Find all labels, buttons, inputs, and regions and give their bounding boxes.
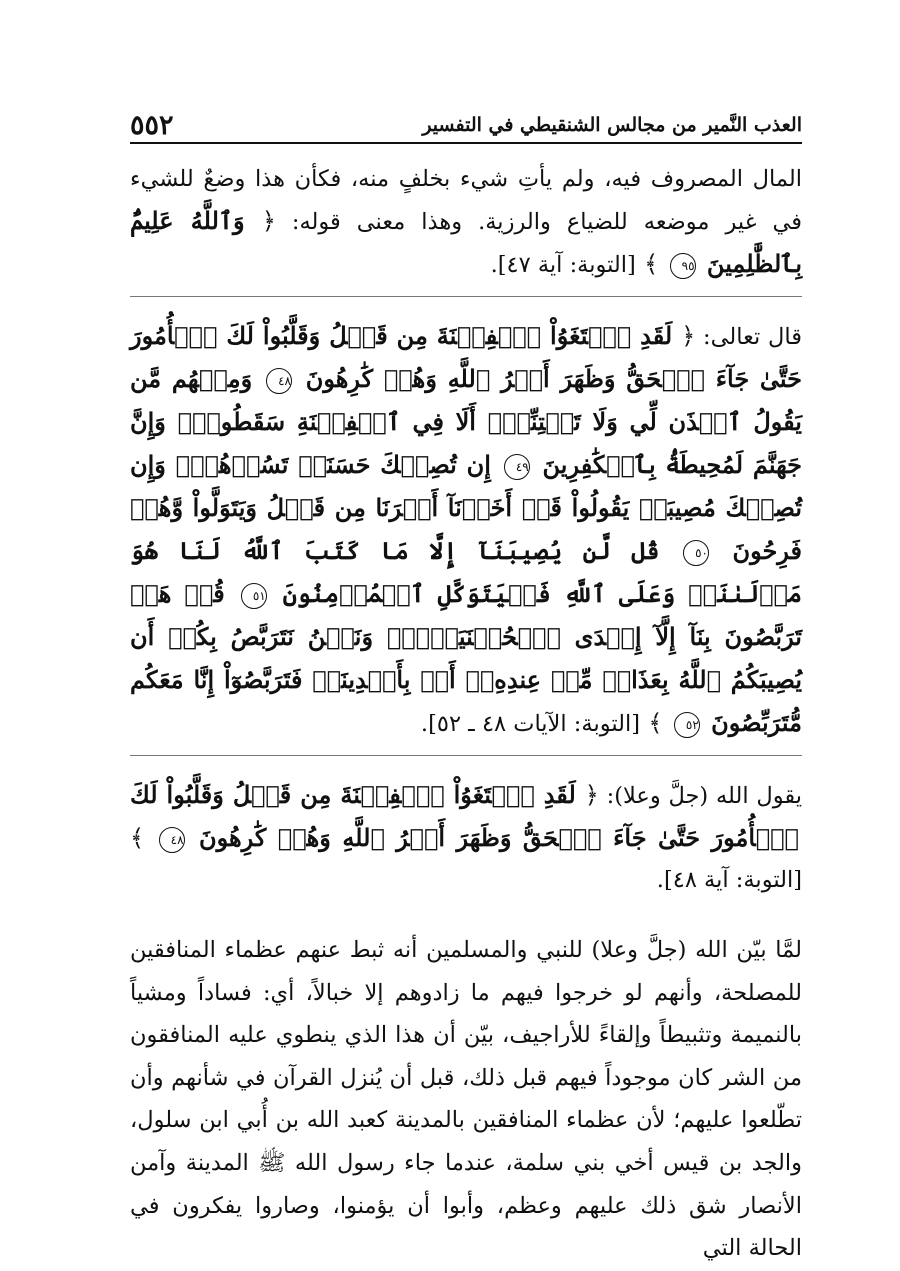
- ayah-number-badge: ٩٥: [670, 253, 696, 279]
- section-divider: [130, 296, 802, 297]
- page-number: ٥٥٢: [130, 110, 174, 141]
- quran-close-ornament: ﴾: [648, 709, 663, 737]
- ayah-number-badge: ٤٨: [266, 368, 292, 394]
- source-reference: [التوبة: الآيات ٤٨ ـ ٥٢].: [420, 711, 640, 737]
- paragraph-2: [130, 315, 802, 745]
- quran-open-ornament: ﴿: [261, 207, 276, 235]
- ayah-number-badge: ٥٠: [683, 540, 709, 566]
- paragraph-text: المال المصروف فيه، ولم يأتِ شيء بخلفٍ منه، فكأن هذا وضعٌ للشيء في غير موضعه للضياع والرزية. وهذا معنى قوله:: [130, 166, 802, 235]
- section-divider: [130, 755, 802, 756]
- ayah-number-badge: ٥٢: [674, 712, 700, 738]
- source-reference: [التوبة: آية ٤٧].: [490, 252, 636, 278]
- quran-close-ornament: ﴾: [644, 250, 659, 278]
- quran-close-ornament: ﴾: [130, 824, 145, 852]
- paragraph-1: [130, 159, 802, 286]
- paragraph-intro: قال تعالى:: [695, 324, 802, 350]
- quran-verse-49: وَمِنۡهُم مَّن يَقُولُ ٱئۡذَن لِّي وَلَا تَفۡتِنِّيٓۚ أَلَا فِي ٱلۡفِتۡنَةِ سَقَطُواْۗ وَإِنَّ جَهَنَّمَ لَمُحِيطَةُۢ بِٱلۡكَٰفِرِينَ: [130, 364, 802, 479]
- quran-open-ornament: ﴿: [584, 781, 599, 809]
- ayah-number-badge: ٥١: [241, 583, 267, 609]
- quran-quote: [130, 321, 802, 737]
- ayah-number-badge: ٤٩: [504, 454, 530, 480]
- source-reference: [التوبة: آية ٤٨].: [656, 867, 802, 893]
- quran-verse-50: إِن تُصِبۡكَ حَسَنَةٞ تَسُؤۡهُمۡۖ وَإِن تُصِبۡكَ مُصِيبَةٞ يَقُولُواْ قَدۡ أَخَذۡنَآ أَمۡرَنَا مِن قَبۡلُ وَيَتَوَلَّواْ وَّهُمۡ فَرِحُونَ: [130, 450, 803, 565]
- paragraph-intro: يقول الله (جلَّ وعلا):: [598, 783, 802, 809]
- quran-verse-48: لَقَدِ ٱبۡتَغَوُاْ ٱلۡفِتۡنَةَ مِن قَبۡلُ وَقَلَّبُواْ لَكَ ٱلۡأُمُورَ حَتَّىٰ جَآءَ ٱلۡحَقُّ وَظَهَرَ أَمۡرُ ٱللَّهِ وَهُمۡ كَٰرِهُونَ: [130, 321, 803, 393]
- paragraph-3: [130, 774, 802, 901]
- paragraph-4: لمَّا بيّن الله (جلَّ وعلا) للنبي والمسلمين أنه ثبط عنهم عظماء المنافقين للمصلحة، وأنهم لو خرجوا فيهم ما زادوهم إلا خبالاً، أي: فساداً ومشياً بالنميمة وتثبيطاً وإلقاءً للأراجيف، بيّن أن هذا الذي ينطوي عليه المنافقون من الشر كان موجوداً فيهم قبل ذلك، قبل أن يُنزل القرآن في شأنهم وأن تطّلعوا عليهم؛ لأن عظماء المنافقين بالمدينة كعبد الله بن أُبي ابن سلول، والجد بن قيس أخي بني سلمة، عندما جاء رسول الله ﷺ المدينة وآمن الأنصار شق ذلك عليهم وعظم، وأبوا أن يؤمنوا، وصاروا يفكرون في الحالة التي: [130, 937, 802, 1262]
- quran-open-ornament: ﴿: [681, 322, 696, 350]
- quran-text: لَقَدِ ٱبۡتَغَوُاْ ٱلۡفِتۡنَةَ مِن قَبۡلُ وَقَلَّبُواْ لَكَ ٱلۡأُمُورَ حَتَّىٰ جَآءَ ٱلۡحَقُّ وَظَهَرَ أَمۡرُ ٱللَّهِ وَهُمۡ كَٰرِهُونَ: [130, 780, 799, 852]
- book-page: [130, 100, 802, 1270]
- running-title: العذب النَّمير من مجالس الشنقيطي في التفسير: [422, 114, 802, 136]
- page-header: [130, 100, 802, 144]
- quran-text: وَٱللَّهُ عَلِيمٌۢ بِٱلظَّٰلِمِينَ: [130, 206, 802, 278]
- quran-verse-51: قُل لَّن يُصِيبَنَآ إِلَّا مَا كَتَبَ ٱللَّهُ لَنَا هُوَ مَوۡلَىٰنَاۚ وَعَلَى ٱللَّهِ فَلۡيَتَوَكَّلِ ٱلۡمُؤۡمِنُونَ: [130, 536, 803, 608]
- ayah-number-badge: ٤٨: [159, 827, 185, 853]
- quran-verse-52: قُلۡ هَلۡ تَرَبَّصُونَ بِنَآ إِلَّآ إِحۡدَى ٱلۡحُسۡنَيَيۡنِۖ وَنَحۡنُ نَتَرَبَّصُ بِكُمۡ أَن يُصِيبَكُمُ ٱللَّهُ بِعَذَابٖ مِّنۡ عِندِهِۦٓ أَوۡ بِأَيۡدِينَاۖ فَتَرَبَّصُوٓاْ إِنَّا مَعَكُم مُّتَرَبِّصُونَ: [130, 579, 802, 737]
